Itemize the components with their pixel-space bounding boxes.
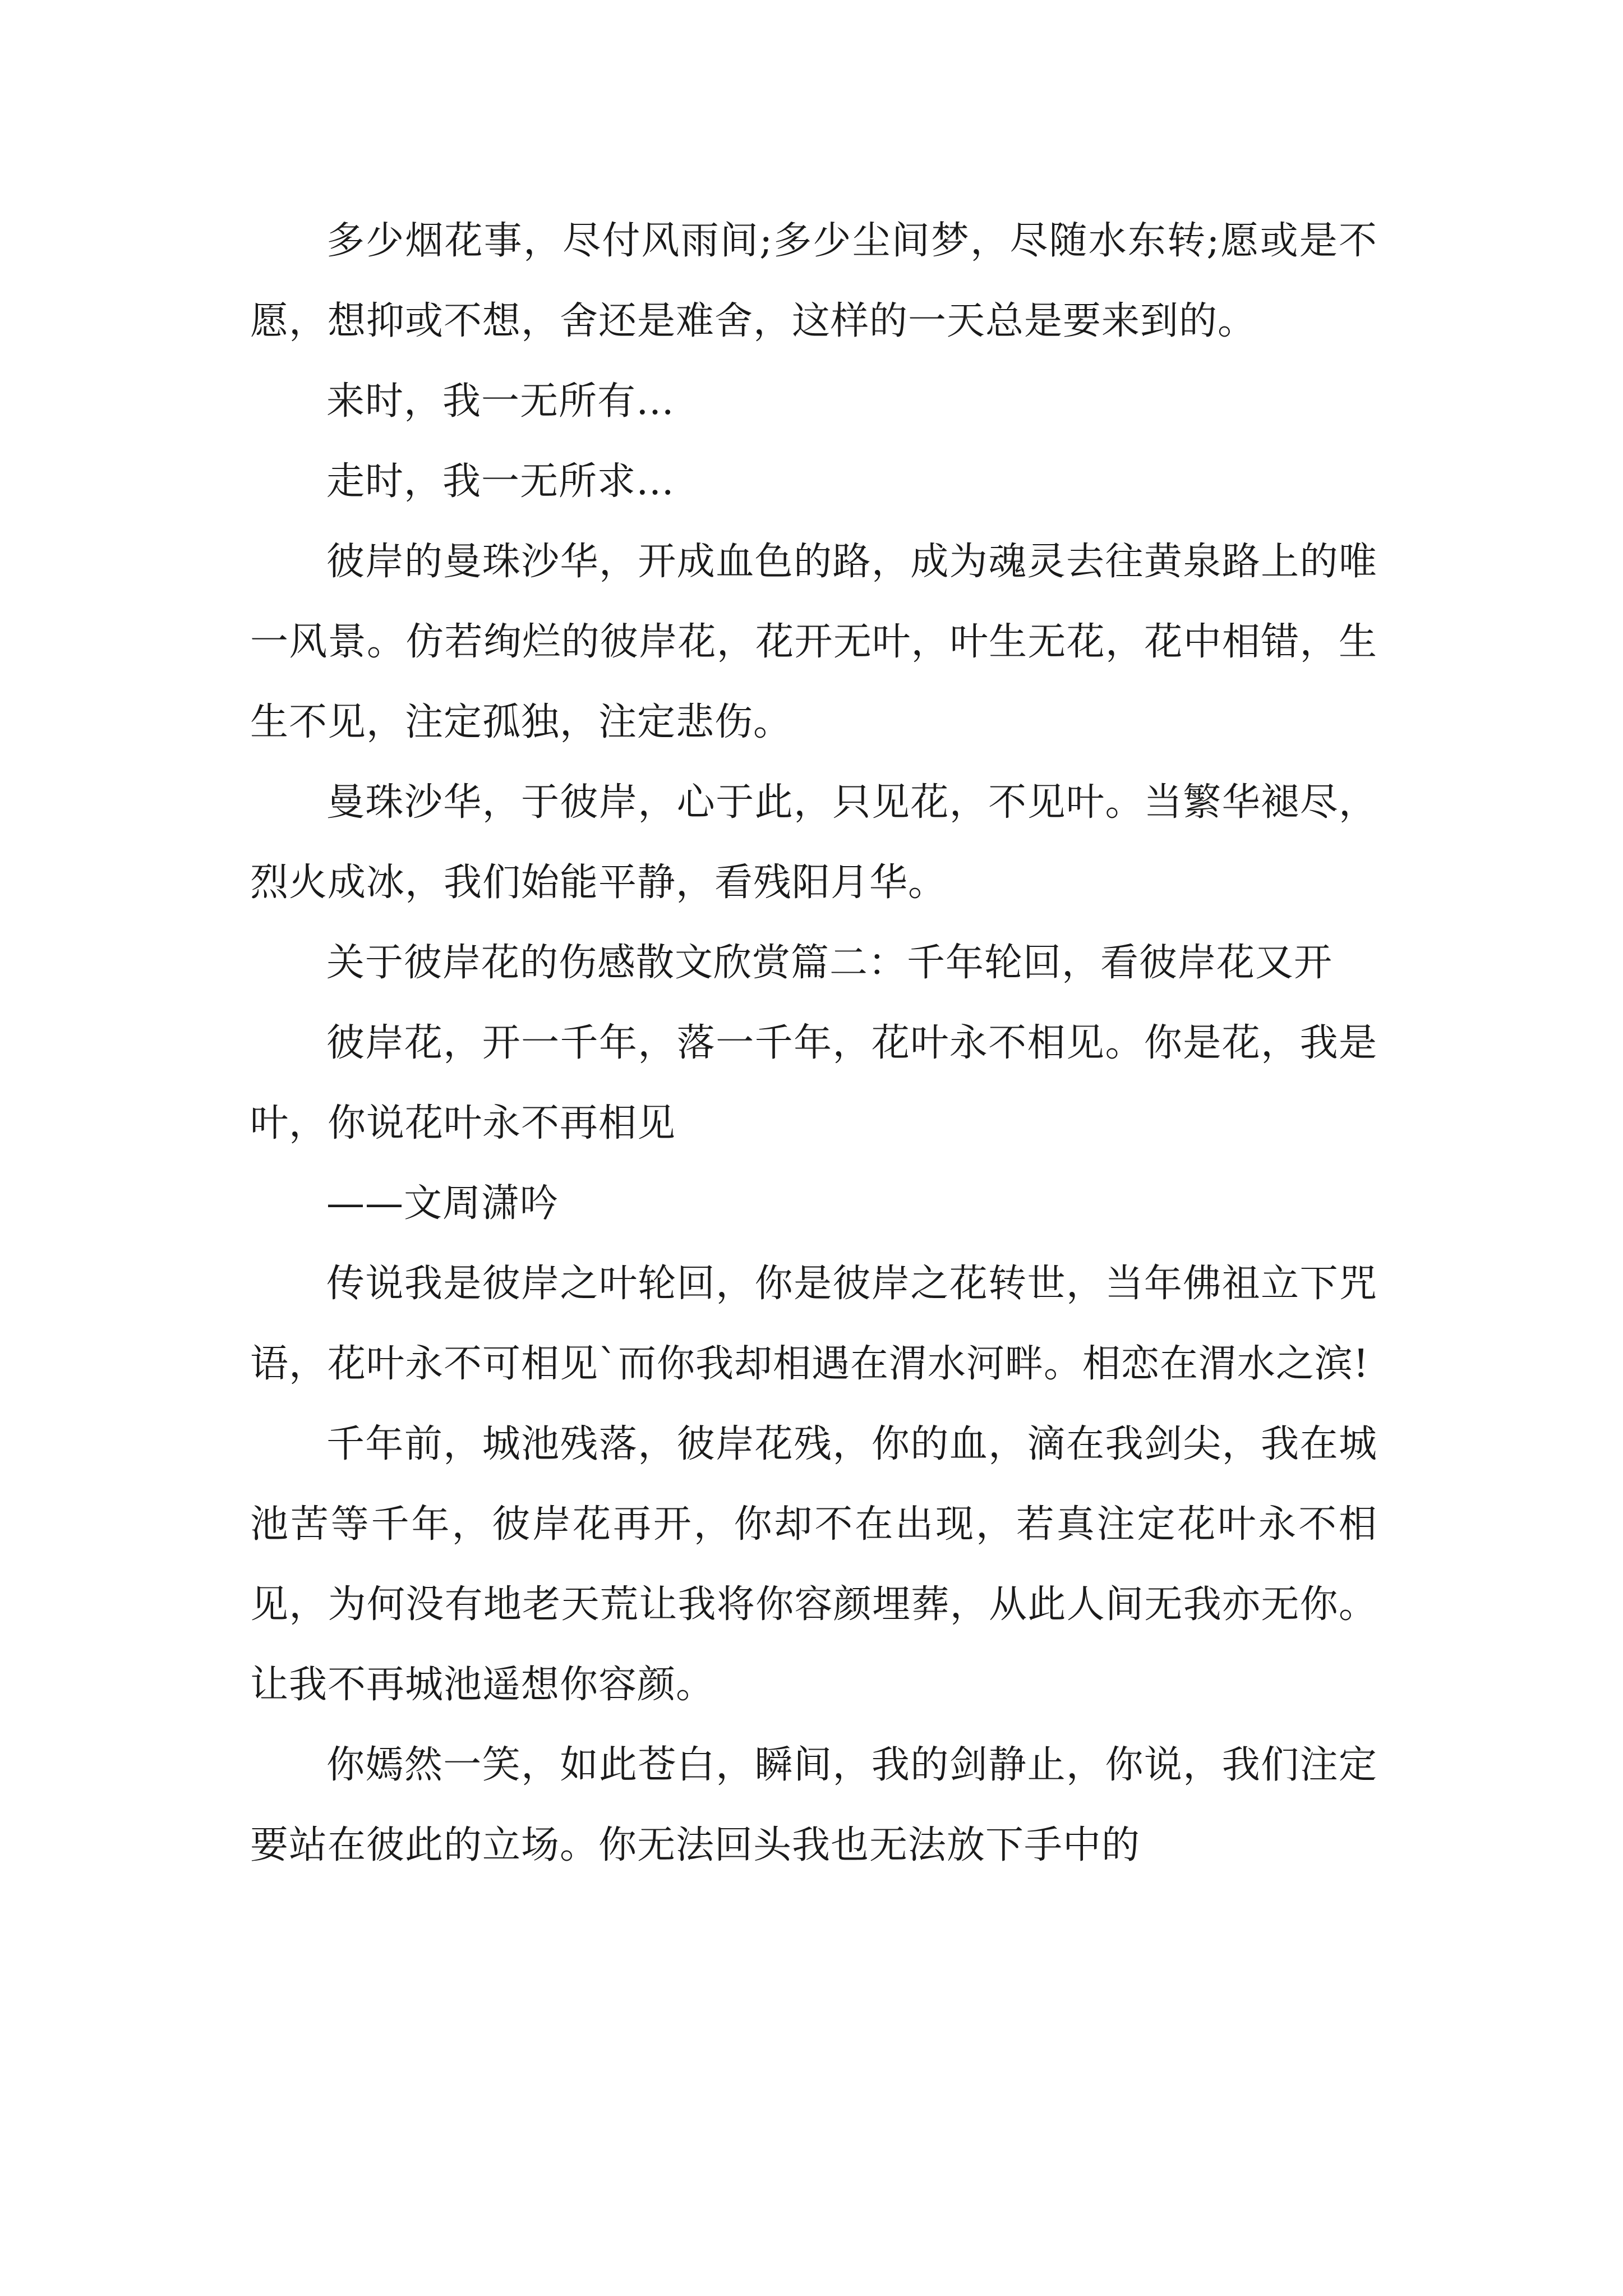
paragraph-4: 彼岸的曼珠沙华，开成血色的路，成为魂灵去往黄泉路上的唯一风景。仿若绚烂的彼岸花，花开无叶，叶生无花，花中相错，生生不见，注定孤独，注定悲伤。 (250, 540, 1377, 744)
paragraph-11: 你嫣然一笑，如此苍白，瞬间，我的剑静止，你说，我们注定要站在彼此的立场。你无法回头我也无法放下手中的 (250, 1743, 1377, 1867)
section-heading: 关于彼岸花的伤感散文欣赏篇二：千年轮回，看彼岸花又开 (326, 941, 1333, 985)
author-line: ——文周潇吟 (326, 1181, 559, 1226)
paragraph-7: 彼岸花，开一千年，落一千年，花叶永不相见。你是花，我是叶，你说花叶永不再相见 (250, 1021, 1377, 1145)
paragraph-3: 走时，我一无所求… (326, 459, 675, 504)
paragraph-10: 千年前，城池残落，彼岸花残，你的血，滴在我剑尖，我在城池苦等千年，彼岸花再开，你却不在出现，若真注定花叶永不相见，为何没有地老天荒让我将你容颜埋葬，从此人间无我亦无你。让我不再城池遥想你容颜。 (250, 1422, 1377, 1707)
article-body (250, 201, 1377, 1885)
paragraph-9: 传说我是彼岸之叶轮回，你是彼岸之花转世，当年佛祖立下咒语，花叶永不可相见`而你我却相遇在渭水河畔。相恋在渭水之滨! (250, 1262, 1377, 1386)
paragraph-1: 多少烟花事，尽付风雨间;多少尘间梦，尽随水东转;愿或是不愿，想抑或不想，舍还是难舍，这样的一天总是要来到的。 (250, 219, 1377, 343)
paragraph-2: 来时，我一无所有… (326, 379, 675, 424)
paragraph-5: 曼珠沙华，于彼岸，心于此，只见花，不见叶。当繁华褪尽，烈火成冰，我们始能平静，看残阳月华。 (250, 780, 1377, 905)
